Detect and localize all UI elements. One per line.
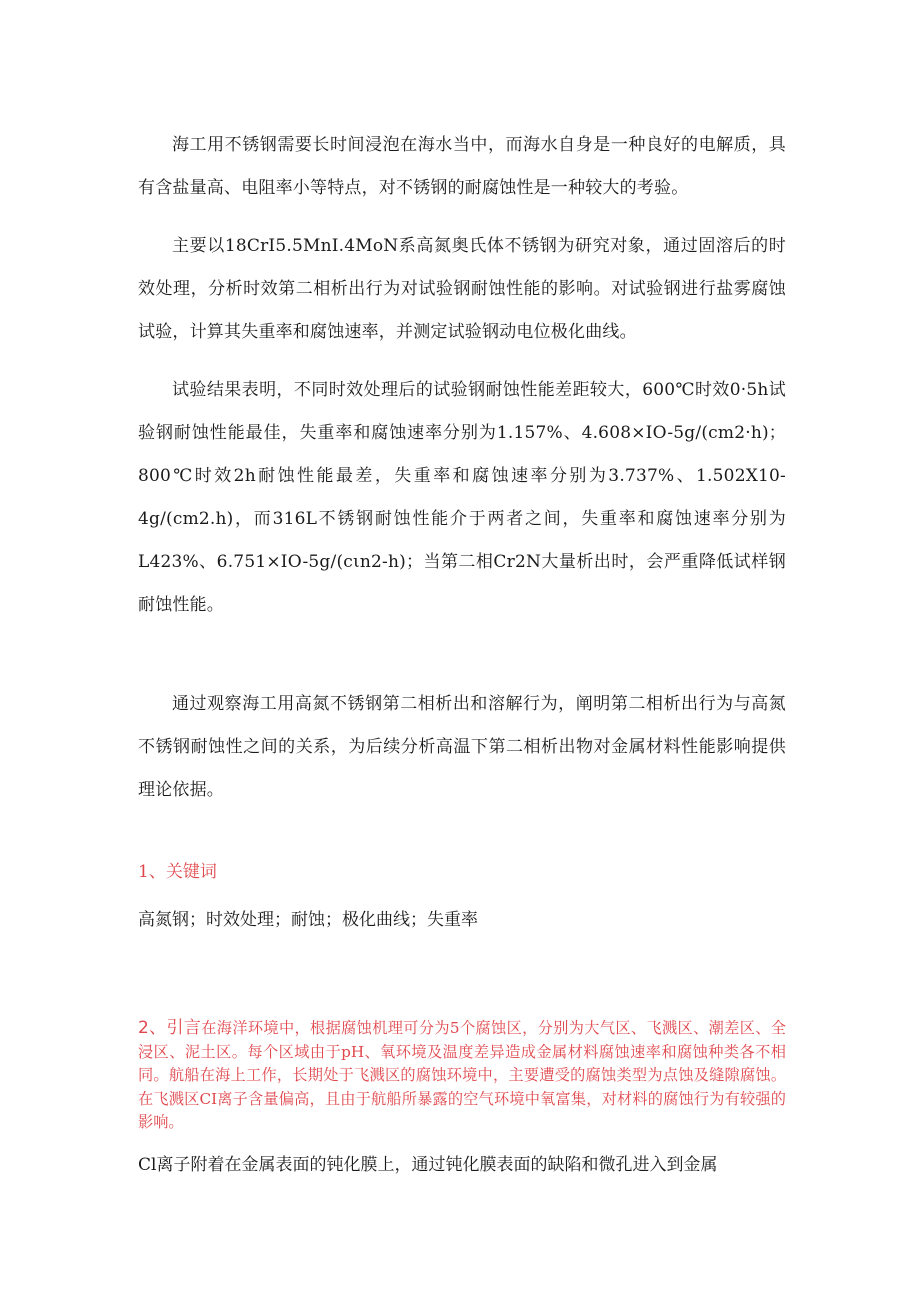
abstract-paragraph-3: 试验结果表明，不同时效处理后的试验钢耐蚀性能差距较大，600℃时效0·5h试验钢耐蚀性能最佳，失重率和腐蚀速率分别为1.157%、4.608×IO-5g/(cm2·h)；800℃时效2h耐蚀性能最差，失重率和腐蚀速率分别为3.737%、1.502X10-4g/(cm2.h)，而316L不锈钢耐蚀性能介于两者之间，失重率和腐蚀速率分别为L423%、6.751×IO-5g/(cιn2-h)；当第二相Cr2N大量析出时，会严重降低试样钢耐蚀性能。 <box>138 380 786 615</box>
abstract-paragraph-4: 通过观察海工用高氮不锈钢第二相析出和溶解行为，阐明第二相析出行为与高氮不锈钢耐蚀性之间的关系，为后续分析高温下第二相析出物对金属材料性能影响提供理论依据。 <box>138 694 786 800</box>
abstract-paragraph-1: 海工用不锈钢需要长时间浸泡在海水当中，而海水自身是一种良好的电解质，具有含盐量高、电阻率小等特点，对不锈钢的耐腐蚀性是一种较大的考验。 <box>138 135 786 198</box>
introduction-paragraph <box>138 1017 786 1135</box>
abstract-paragraph-2: 主要以18CrI5.5MnI.4MoN系高氮奥氏体不锈钢为研究对象，通过固溶后的时效处理，分析时效第二相析出行为对试验钢耐蚀性能的影响。对试验钢进行盐雾腐蚀试验，计算其失重率和腐蚀速率，并测定试验钢动电位极化曲线。 <box>138 236 786 342</box>
continuation-paragraph: Cl离子附着在金属表面的钝化膜上，通过钝化膜表面的缺陷和微孔进入到金属 <box>138 1155 718 1175</box>
introduction-text: 在海洋环境中，根据腐蚀机理可分为5个腐蚀区，分别为大气区、飞溅区、潮差区、全浸区、泥土区。每个区域由于pH、氧环境及温度差异造成金属材料腐蚀速率和腐蚀种类各不相同。航船在海上工作，长期处于飞溅区的腐蚀环境中，主要遭受的腐蚀类型为点蚀及缝隙腐蚀。在飞溅区CI离子含量偏高，且由于航船所暴露的空气环境中氧富集，对材料的腐蚀行为有较强的影响。 <box>138 1019 786 1131</box>
keywords-heading: 1、关键词 <box>138 862 217 882</box>
keywords-list: 高氮钢；时效处理；耐蚀；极化曲线；失重率 <box>138 910 478 930</box>
introduction-heading: 2、引言 <box>138 1018 202 1038</box>
